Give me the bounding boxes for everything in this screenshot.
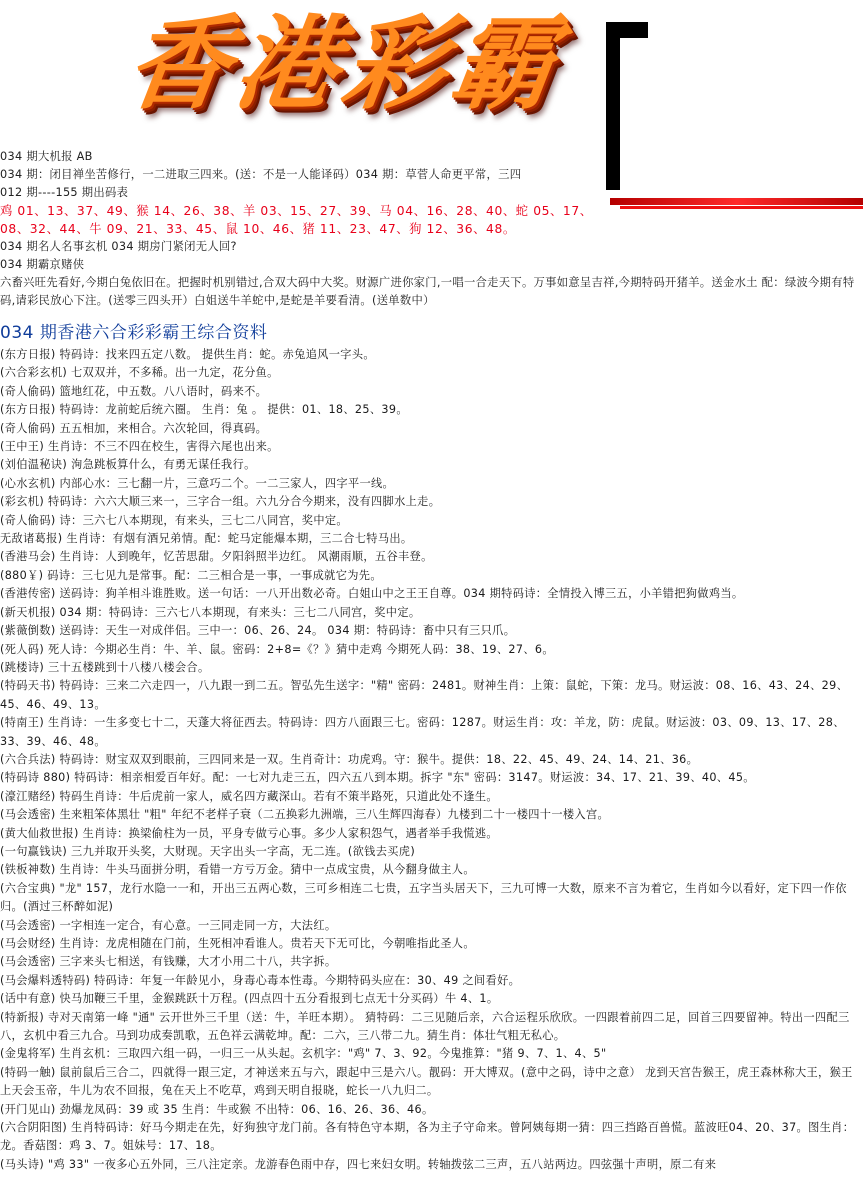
list-item [0,512,863,530]
side-red-bar [610,198,863,205]
list-item [0,953,863,971]
intro-line-number-table-1: 鸡 01、13、37、49、猴 14、26、38、羊 03、15、27、39、马 04、16、28、40、蛇 05、17、 [0,204,593,218]
item-text: "鸡 33" 一夜多心五外同，三八注定亲。龙游春色雨中存，四七来妇女明。转轴拨弦二三声，五八站两边。四弦强十声明，原二有来 [47,1157,717,1171]
item-source: (特新报) [0,1010,45,1024]
item-text: 寺对天南第一峰 "通" 云开世外三千里（送：牛，羊旺本期）。 猜特码：二三见随后亲，六合运程乐欣欣。一四跟着前四二足，回首三四要留神。特出一四配三八，玄机中看三九合。马到功成奏凯歌，五色祥云满乾坤。配：二六，三八带二九。猜生肖：体壮气粗无私心。 [0,1010,850,1043]
item-source: (香港传密) [0,587,56,601]
item-text: 生肖诗：人到晚年，忆苦思甜。夕阳斜照半边红。 风潮雨顺，五谷丰登。 [59,550,433,564]
list-item [0,659,863,677]
item-source: (濠江赌经) [0,789,56,803]
side-red-underline [620,206,863,209]
item-source: (特码诗 880) [0,771,71,785]
intro-line-gambler: 034 期霸京赌侠 [0,258,85,271]
list-item [0,714,863,751]
list-item [0,843,863,861]
item-source: (紫薇倒数) [0,624,56,638]
list-item [0,788,863,806]
banner-title: 香港彩霸 [119,4,569,124]
item-source: (马会透密) [0,955,56,969]
intro-line-poem: 034 期：闭目禅坐苦修行，一二进取三四来。(送：不是一人能译码）034 期：草菅人命更平常，三四 [0,168,522,181]
item-source: (880￥) [0,568,44,582]
item-text: 生来粗笨体黑壮 "粗" 年纪不老样子衰（二五换彩九洲端，三八生辉四海春）九楼到二十一楼四十一楼入宫。 [59,808,610,822]
item-source: (金鬼将军) [0,1047,56,1061]
list-item [0,641,863,659]
item-text: 特码生肖诗：牛后虎前一家人，威名四方藏深山。若有不策半路死，只道此处不逢生。 [59,789,498,803]
item-text: 篮地红花，中五数。八八语时，码来不。 [59,384,268,398]
intro-line-number-table-2: 08、32、44、牛 09、21、33、45、鼠 10、46、猪 11、23、47、狗 12、36、48。 [0,222,516,236]
item-text: 送码诗：天生一对成伴侣。三中一：06、26、24。 034 期：特码诗：畜中只有三只爪。 [59,624,516,638]
item-text: 一字相连一定合，有心意。一三同走同一方，大法红。 [59,918,337,932]
item-text: 死人诗：今期必生肖：牛、羊、鼠。密码：2+8=《？》猜中走鸡 今期死人码：38、19、27、6。 [47,642,554,656]
list-item [0,861,863,879]
intro-paragraph: 六畜兴旺先看好,今期白兔依旧在。把握时机别错过,合双大码中大奖。财源广进你家门,一唱一合走天下。万事如意呈吉祥,今期特码开猪羊。送金水土 配：绿波今期有特码,请彩民放心下注。(送零三四头开）白姐送牛羊蛇中,是蛇是羊要看清。(送单数中） [0,276,855,307]
list-item [0,401,863,419]
list-item [0,1009,863,1046]
item-source: 无敌诸葛报) [0,532,63,546]
item-text: 生肖诗：换梁偷柱为一员，平身专做亏心事。多少人家积怨气，遇者举手我慌逃。 [82,826,498,840]
list-item [0,1156,863,1174]
item-text: 特码诗：龙前蛇后统六圈。 生肖：兔 。 提供：01、18、25、39。 [59,403,408,417]
item-text: 特码诗：六六大顺三来一，三字合一组。六九分合今期来，没有四脚水上走。 [47,495,441,509]
list-item [0,769,863,787]
list-item [0,935,863,953]
item-source: (奇人偷码) [0,513,56,527]
item-text: 三字来头七相送，有钱赚，大才小用二十八，共字拆。 [59,955,337,969]
item-text: 七双双并，不多稀。出一九定，花分鱼。 [71,366,279,380]
item-text: 特码诗：三来二六走四一，八九跟一到二五。智弘先生送字："精" 密码：2481。财神生肖：上策：鼠蛇，下策：龙马。财运波：08、16、43、24、29、45、46、49、13。 [0,679,849,711]
item-source: (黄大仙救世报) [0,826,79,840]
intro-line-machine-report: 034 期大机报 AB [0,150,93,163]
item-text: 生肖特码诗：好马今期走在先，好狗独守龙门前。各有特色守本期，各为主子守命来。曾阿姨每期一猜：四三挡路百兽慌。蓝波旺04、20、37。图生肖：龙。香菇图：鸡 3、7。姐妹号：17、18。 [0,1121,855,1153]
list-item [0,972,863,990]
item-text: 特码诗：相亲相爱百年好。配：一七对九走三五，四六五八到本期。拆字 "东" 密码：3147。财运波：34、17、21、39、40、45。 [74,771,755,785]
list-item [0,420,863,438]
item-source: (话中有意) [0,992,56,1006]
item-source: (彩玄机) [0,495,45,509]
item-source: (六合阴阳图) [0,1121,68,1135]
list-item [0,493,863,511]
item-source: (东方日报) [0,348,56,361]
item-text: 生肖诗：龙虎相随在门前，生死相冲看谁人。贵若天下无可比，今朝唯指此圣人。 [59,937,475,950]
list-item [0,364,863,382]
intro-line-table-heading: 012 期----155 期出码表 [0,186,129,199]
list-item [0,1064,863,1101]
item-text: 三九并取开头奖，大财现。天字出头一字高，无二连。(欲钱去买虎) [71,844,416,858]
item-text: 内部心水：三七翻一片，三意巧二个。一二三家人，四字平一线。 [59,476,395,490]
item-source: (特南王) [0,716,45,730]
list-item [0,438,863,456]
item-text: 034 期：特码诗：三六七八本期现，有来头：三七二八同宫，奖中定。 [59,605,421,619]
item-source: (六合宝典) [0,881,56,895]
item-source: (新天机报) [0,605,56,619]
list-item [0,806,863,824]
list-item [0,880,863,917]
item-source: (特码天书) [0,679,56,693]
list-item [0,530,863,548]
list-item [0,567,863,585]
item-text: 劲爆龙凤码：39 或 35 生肖：牛或猴 不出特：06、16、26、36、46。 [59,1102,434,1116]
list-item [0,1045,863,1063]
item-text: 生肖诗：一生多变七十二，天蓬大将征西去。特码诗：四方八面跟三七。密码：1287。财运生肖：攻：羊龙，防：虎鼠。财运波：03、09、13、17、28、33、39、46、48。 [0,716,845,748]
list-item [0,1119,863,1156]
item-source: (六合兵法) [0,752,56,766]
list-item [0,383,863,401]
item-text: 生肖诗：有烟有酒兄弟情。配：蛇马定能爆本期，三二合七特马出。 [66,532,413,546]
item-source: (奇人偷码) [0,421,56,435]
list-item [0,604,863,622]
item-source: (六合彩玄机) [0,366,68,380]
item-source: (马会财经) [0,937,56,950]
list-item [0,677,863,714]
list-item [0,346,863,364]
list-item [0,751,863,769]
item-source: (刘伯温秘诀) [0,458,68,472]
item-text: 特码诗：年复一年龄见小，身毒心毒本性毒。今期特码头应在：30、49 之间看好。 [94,973,521,987]
item-source: (铁板神数) [0,863,56,877]
item-text: 三十五楼跳到十八楼八楼会合。 [47,660,210,674]
item-text: 生肖诗：不三不四在校生，害得六尾也出来。 [47,440,279,454]
item-text: 快马加鞭三千里，金猴跳跃十万程。(四点四十五分看报到七点无十分买码）牛 4、1。 [59,992,499,1006]
item-text: 送码诗：狗羊相斗谁胜败。送一句话：一八开出数必奇。白姐山中之王王自尊。034 期特码诗：全情投入博三五，小羊错把狗做鸡当。 [59,587,744,601]
item-text: 码诗：三七见九是常事。配：二三相合是一事，一事成就它为先。 [47,568,382,582]
list-item [0,548,863,566]
item-source: (死人码) [0,642,45,656]
item-source: (王中王) [0,440,45,454]
item-source: (马会透密) [0,808,56,822]
list-item [0,825,863,843]
side-dark-block [606,22,648,38]
item-source: (跳楼诗) [0,660,45,674]
section-title: 034 期香港六合彩彩霸王综合资料 [0,323,268,343]
item-source: (马头诗) [0,1157,45,1171]
item-source: (开门见山) [0,1102,56,1116]
item-text: 洵急跳板算什么，有勇无谋任我行。 [71,458,256,472]
side-panel-overlay [606,0,863,212]
item-source: (特码一触) [0,1065,56,1079]
item-source: (奇人偷码) [0,384,56,398]
item-text: 鼠前鼠后三合二，四就得一跟三定，才神送来五与六，跟起中三是六八。靓码：开大博双。(意中之码，诗中之意） 龙到天宫告猴王，虎王森林称大王，猴王上天会玉帝，牛儿为农不回报，兔在天上不吃草，鸡到天明自报晓，蛇长一八九归二。 [0,1065,853,1098]
item-source: (马会透密) [0,918,56,932]
item-text: 生肖玄机：三取四六组一码，一归三一从头起。玄机字："鸡" 7、3、92。今鬼推算："猪 9、7、1、4、5" [59,1047,607,1061]
item-text: 特码诗：找来四五定八数。 提供生肖：蛇。赤兔追风一字头。 [59,348,375,361]
item-text: 诗：三六七八本期现，有来头，三七二八同宫，奖中定。 [59,513,348,527]
list-item [0,456,863,474]
item-source: (马会爆料透特码) [0,973,91,987]
intro-line-celebrity: 034 期名人名事玄机 034 期房门紧闭无人回? [0,240,237,253]
list-item [0,622,863,640]
list-item [0,585,863,603]
list-item [0,917,863,935]
list-item [0,990,863,1008]
item-source: (东方日报) [0,403,56,417]
item-text: 生肖诗：牛头马面拼分明，看错一方亏万金。猜中一点成宝贵，从今翻身做主人。 [59,863,475,877]
item-source: (心水玄机) [0,476,56,490]
list-item [0,475,863,493]
tips-list [0,346,863,1174]
item-text: "龙" 157，龙行水隐一一和，开出三五两心数，三可乡相连二七贵，五字当头居天下，三九可博一大数，原来不言为着它，生肖如今以看好，定下四一作依归。(酒过三杯醉如泥) [0,881,847,914]
item-text: 特码诗：财宝双双到眼前，三四同来是一双。生肖奇计：功虎鸡。守：猴牛。提供：18、22、45、49、24、14、21、36。 [59,752,699,766]
side-dark-strip [606,38,620,190]
item-source: (一句赢钱诀) [0,844,68,858]
list-item [0,1101,863,1119]
item-source: (香港马会) [0,550,56,564]
item-text: 五五相加，来相合。六次轮回，得真码。 [59,421,268,435]
